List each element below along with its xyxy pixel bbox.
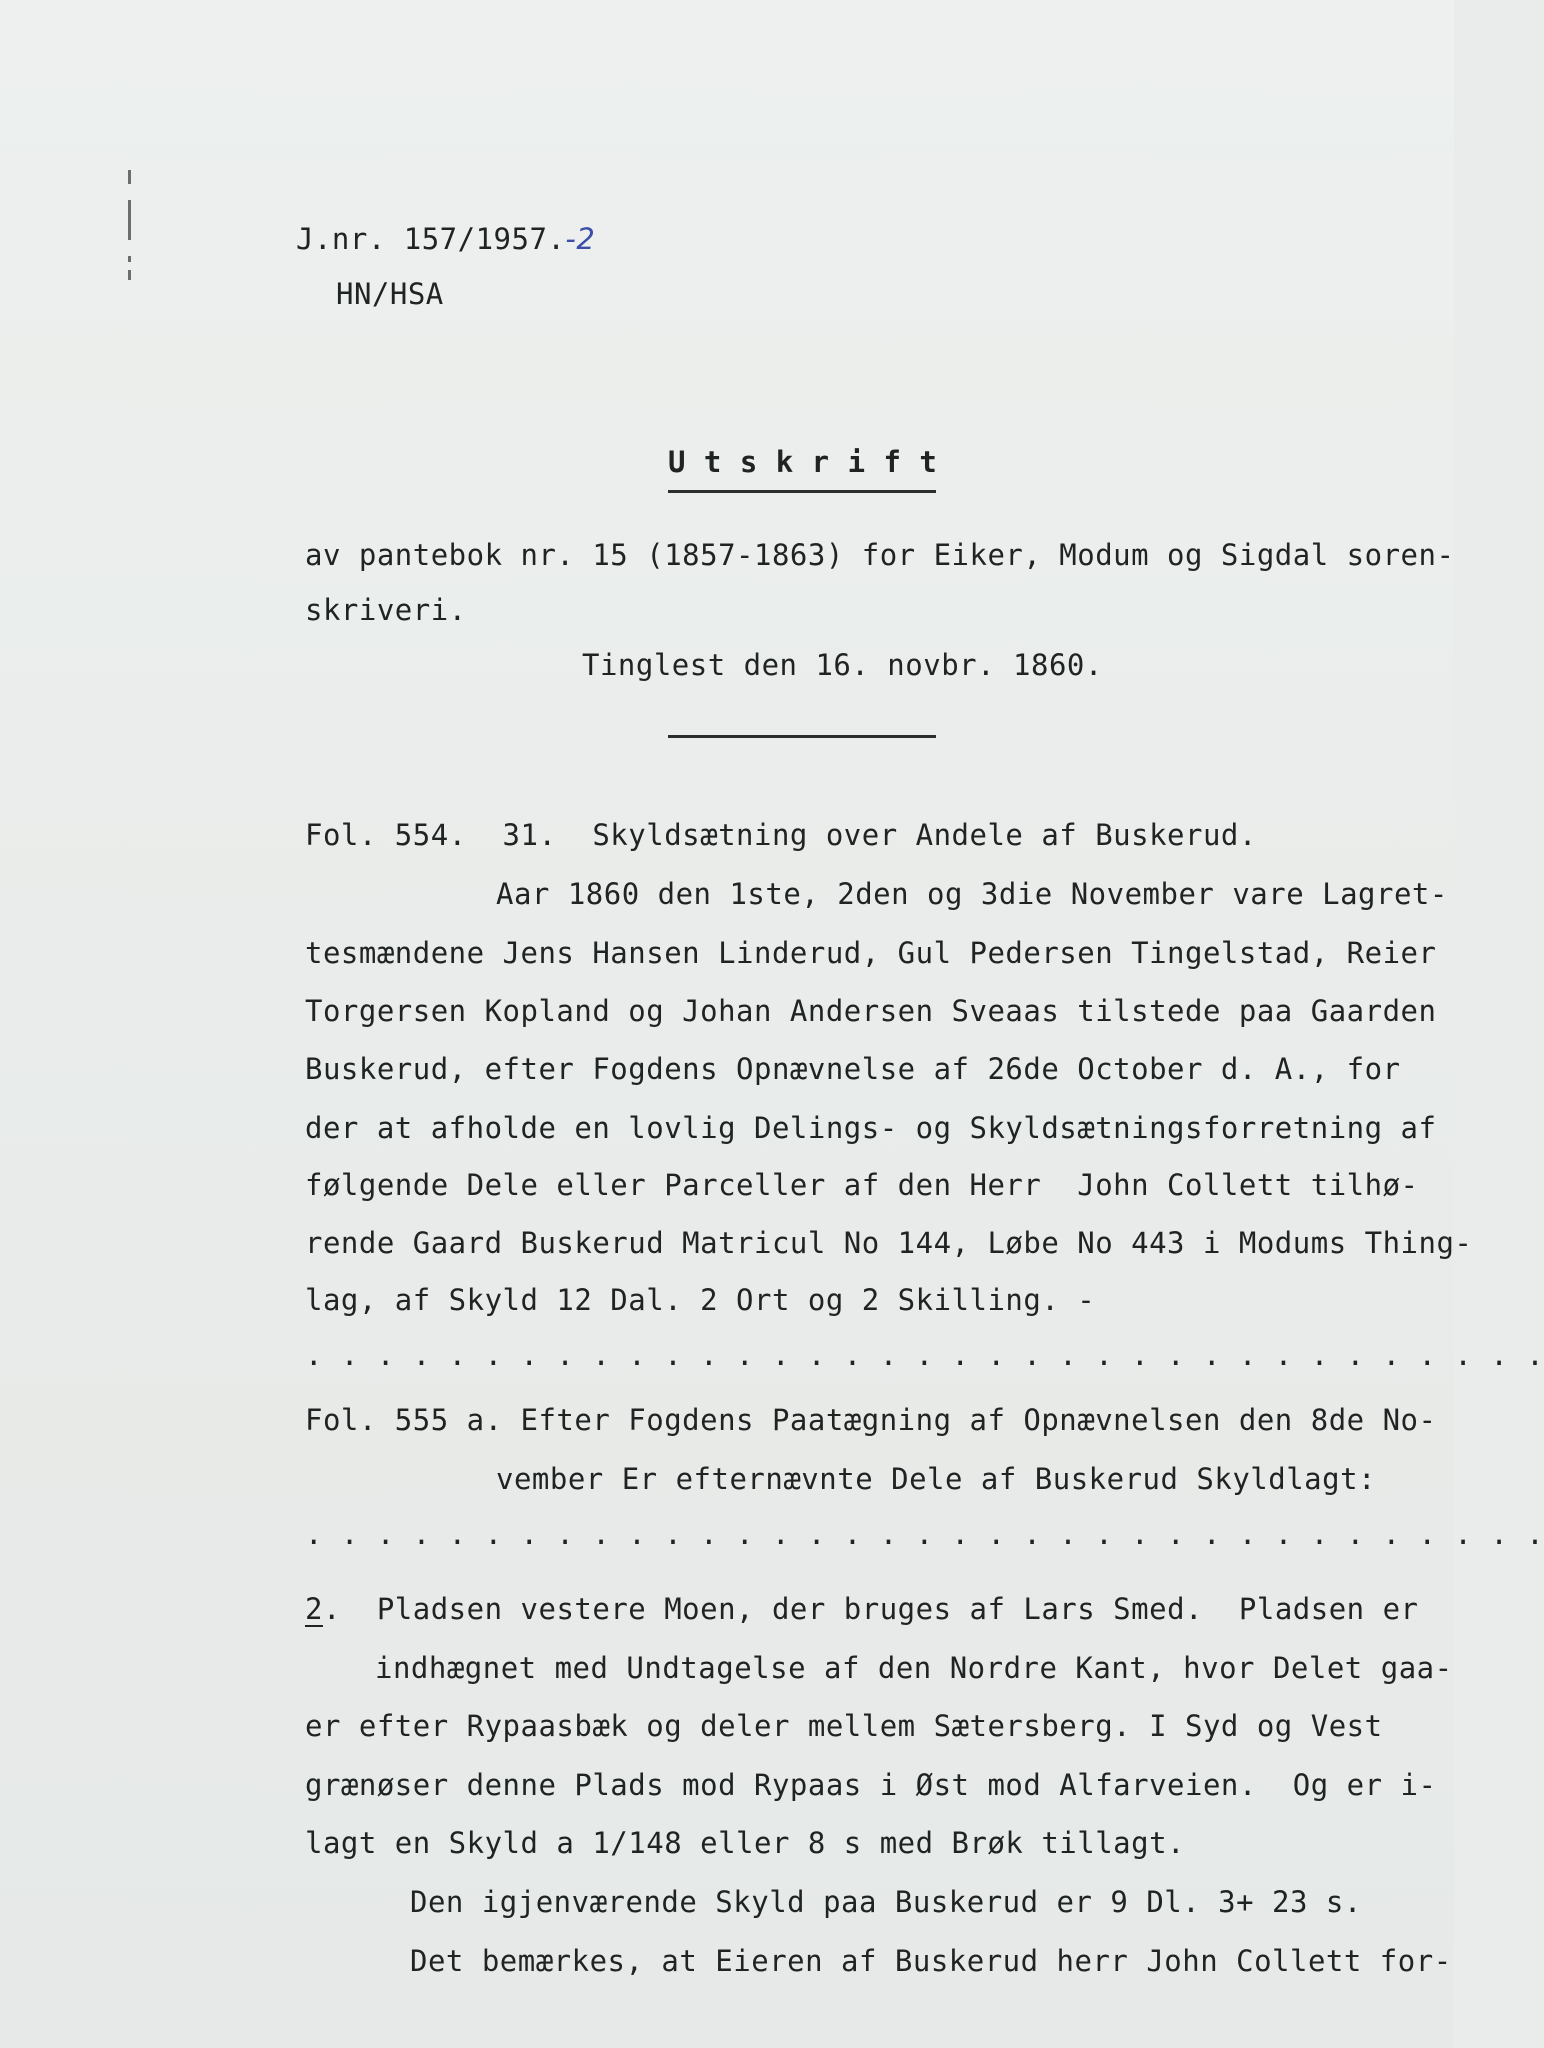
margin-punch-marks [128, 170, 134, 280]
journal-suffix-handwritten: -2 [565, 222, 596, 256]
elision-dots-2: . . . . . . . . . . . . . . . . . . . . . . . . . . . . . . . . . . . [305, 1517, 1544, 1551]
fol554-line-6: der at afholde en lovlig Delings- og Skyldsætningsforretning af [305, 1111, 1437, 1145]
fol554-line-8: rende Gaard Buskerud Matricul No 144, Løbe No 443 i Modums Thing- [305, 1226, 1473, 1260]
closing-line-2: Det bemærkes, at Eieren af Buskerud herr John Collett for- [410, 1944, 1452, 1978]
subtitle-line-1: av pantebok nr. 15 (1857-1863) for Eiker, Modum og Sigdal soren- [305, 538, 1455, 572]
item2-line-4: grænøser denne Plads mod Rypaas i Øst mod Alfarveien. Og er i- [305, 1768, 1437, 1802]
fol554-line-3: tesmændene Jens Hansen Linderud, Gul Pedersen Tingelstad, Reier [305, 936, 1437, 970]
fol554-line-4: Torgersen Kopland og Johan Andersen Sveaas tilstede paa Gaarden [305, 994, 1437, 1028]
heading-underline [668, 490, 936, 493]
fol554-line-5: Buskerud, efter Fogdens Opnævnelse af 26de October d. A., for [305, 1052, 1401, 1086]
fol554-line-2: Aar 1860 den 1ste, 2den og 3die November vare Lagret- [496, 877, 1448, 911]
subtitle-line-2: skriveri. [305, 593, 467, 627]
fol554-line-7: følgende Dele eller Parceller af den Herr John Collett tilhø- [305, 1168, 1419, 1202]
closing-line-1: Den igjenværende Skyld paa Buskerud er 9 Dl. 3+ 23 s. [410, 1885, 1362, 1919]
fol555-line-2: vember Er efternævnte Dele af Buskerud Skyldlagt: [496, 1462, 1377, 1496]
registered-date: Tinglest den 16. novbr. 1860. [582, 648, 1103, 682]
journal-number: J.nr. 157/1957.-2 [296, 222, 596, 256]
item2-number: 2 [305, 1592, 323, 1626]
document-heading: U t s k r i f t [668, 445, 938, 479]
fol554-line-9: lag, af Skyld 12 Dal. 2 Ort og 2 Skilling. - [305, 1283, 1096, 1317]
fol555-line-1: Fol. 555 a. Efter Fogdens Paatægning af Opnævnelsen den 8de No- [305, 1403, 1437, 1437]
initials: HN/HSA [336, 277, 444, 311]
item2-line-3: er efter Rypaasbæk og deler mellem Sætersberg. I Syd og Vest [305, 1709, 1383, 1743]
item2-line-2: indhægnet med Undtagelse af den Nordre Kant, hvor Delet gaa- [375, 1651, 1453, 1685]
section-divider [668, 735, 936, 738]
item2-line-5: lagt en Skyld a 1/148 eller 8 s med Brøk tillagt. [305, 1826, 1186, 1860]
fol554-line-1: Fol. 554. 31. Skyldsætning over Andele af Buskerud. [305, 818, 1257, 852]
item2-line-1: 2. Pladsen vestere Moen, der bruges af Lars Smed. Pladsen er [305, 1592, 1419, 1626]
elision-dots-1: . . . . . . . . . . . . . . . . . . . . . . . . . . . . . . . . . . . [305, 1338, 1544, 1372]
